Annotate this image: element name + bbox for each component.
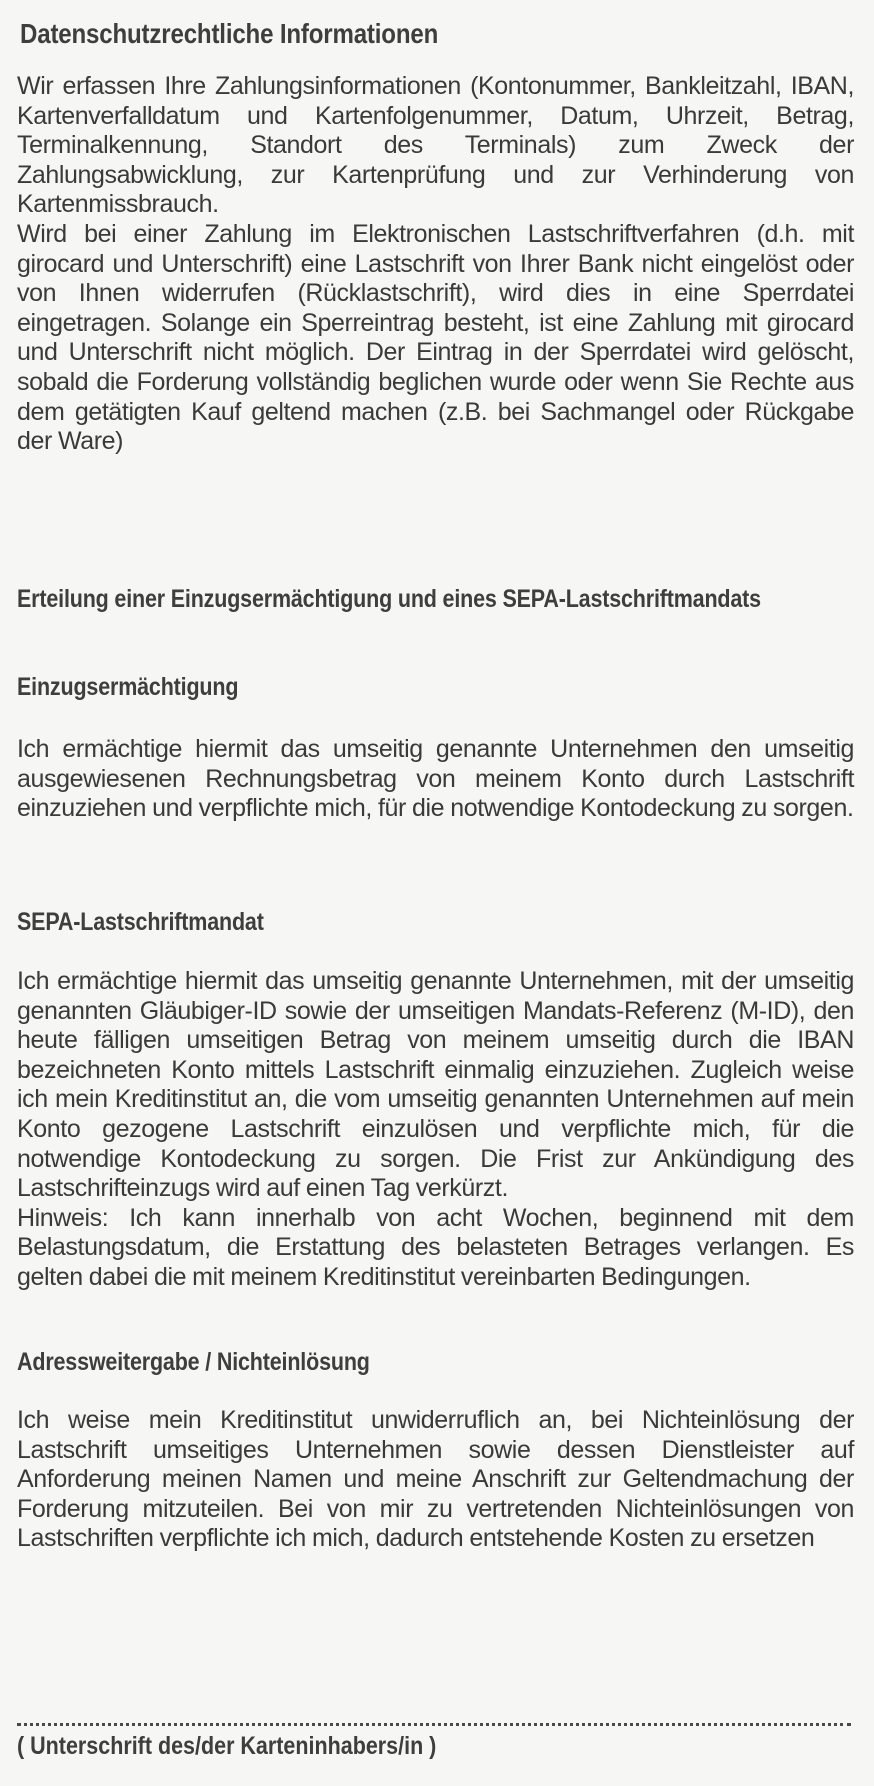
direct-debit-title: Einzugsermächtigung: [17, 673, 239, 701]
sepa-title: SEPA-Lastschriftmandat: [17, 908, 264, 936]
sepa-paragraph-1: Ich ermächtige hiermit das umseitig genannte Unternehmen, mit der umseitig genannten Gläubiger-ID sowie der umseitigen Mandats-Referenz (M-ID), den heute fälligen umseitigen Betrag von meinem umseitig durch die IBAN bezeichneten Konto mittels Lastschrift einmalig einzuziehen. Zugleich weise ich mein Kreditinstitut an, die vom umseitig genannten Unternehmen auf mein Konto gezogene Lastschrift einzulösen und verpflichte mich, für die notwendige Kontodeckung zu sorgen. Die Frist zur Ankündigung des Lastschrifteinzugs wird auf einen Tag verkürzt.: [17, 967, 854, 1203]
privacy-text: [17, 72, 854, 457]
sepa-hint: Hinweis: Ich kann innerhalb von acht Wochen, beginnend mit dem Belastungsdatum, die Erstattung des belasteten Betrages verlangen. Es gelten dabei die mit meinem Kreditinstitut vereinbarten Bedingungen.: [17, 1203, 854, 1291]
address-text: Ich weise mein Kreditinstitut unwiderruflich an, bei Nichteinlösung der Lastschrift umseitiges Unternehmen sowie dessen Dienstleister auf Anforderung meinen Namen und meine Anschrift zur Geltendmachung der Forderung mitzuteilen. Bei von mir zu vertretenden Nichteinlösungen von Lastschriften verpflichte ich mich, dadurch entstehende Kosten zu ersetzen: [17, 1406, 854, 1553]
signature-label: ( Unterschrift des/der Karteninhabers/in ): [17, 1732, 437, 1760]
address-title: Adressweitergabe / Nichteinlösung: [17, 1348, 370, 1376]
authorization-title: Erteilung einer Einzugsermächtigung und eines SEPA-Lastschriftmandats: [17, 585, 761, 613]
sepa-text: [17, 967, 854, 1293]
privacy-title: Datenschutzrechtliche Informationen: [20, 18, 439, 49]
direct-debit-text: Ich ermächtige hiermit das umseitig genannte Unternehmen den umseitig ausgewiesenen Rechnungsbetrag von meinem Konto durch Lastschrift einzuziehen und verpflichte mich, für die notwendige Kontodeckung zu sorgen.: [17, 735, 854, 823]
privacy-paragraph-2: Wird bei einer Zahlung im Elektronischen Lastschriftverfahren (d.h. mit girocard und Unterschrift) eine Lastschrift von Ihrer Bank nicht eingelöst oder von Ihnen widerrufen (Rücklastschrift), wird dies in eine Sperrdatei eingetragen. Solange ein Sperreintrag besteht, ist eine Zahlung mit girocard und Unterschrift nicht möglich. Der Eintrag in der Sperrdatei wird gelöscht, sobald die Forderung vollständig beglichen wurde oder wenn Sie Rechte aus dem getätigten Kauf geltend machen (z.B. bei Sachmangel oder Rückgabe der Ware): [17, 219, 854, 456]
privacy-paragraph-1: Wir erfassen Ihre Zahlungsinformationen (Kontonummer, Bankleitzahl, IBAN, Kartenverfalldatum und Kartenfolgenummer, Datum, Uhrzeit, Betrag, Terminalkennung, Standort des Terminals) zum Zweck der Zahlungsabwicklung, zur Kartenprüfung und zur Verhinderung von Kartenmissbrauch.: [17, 72, 854, 219]
signature-line: [17, 1723, 851, 1726]
